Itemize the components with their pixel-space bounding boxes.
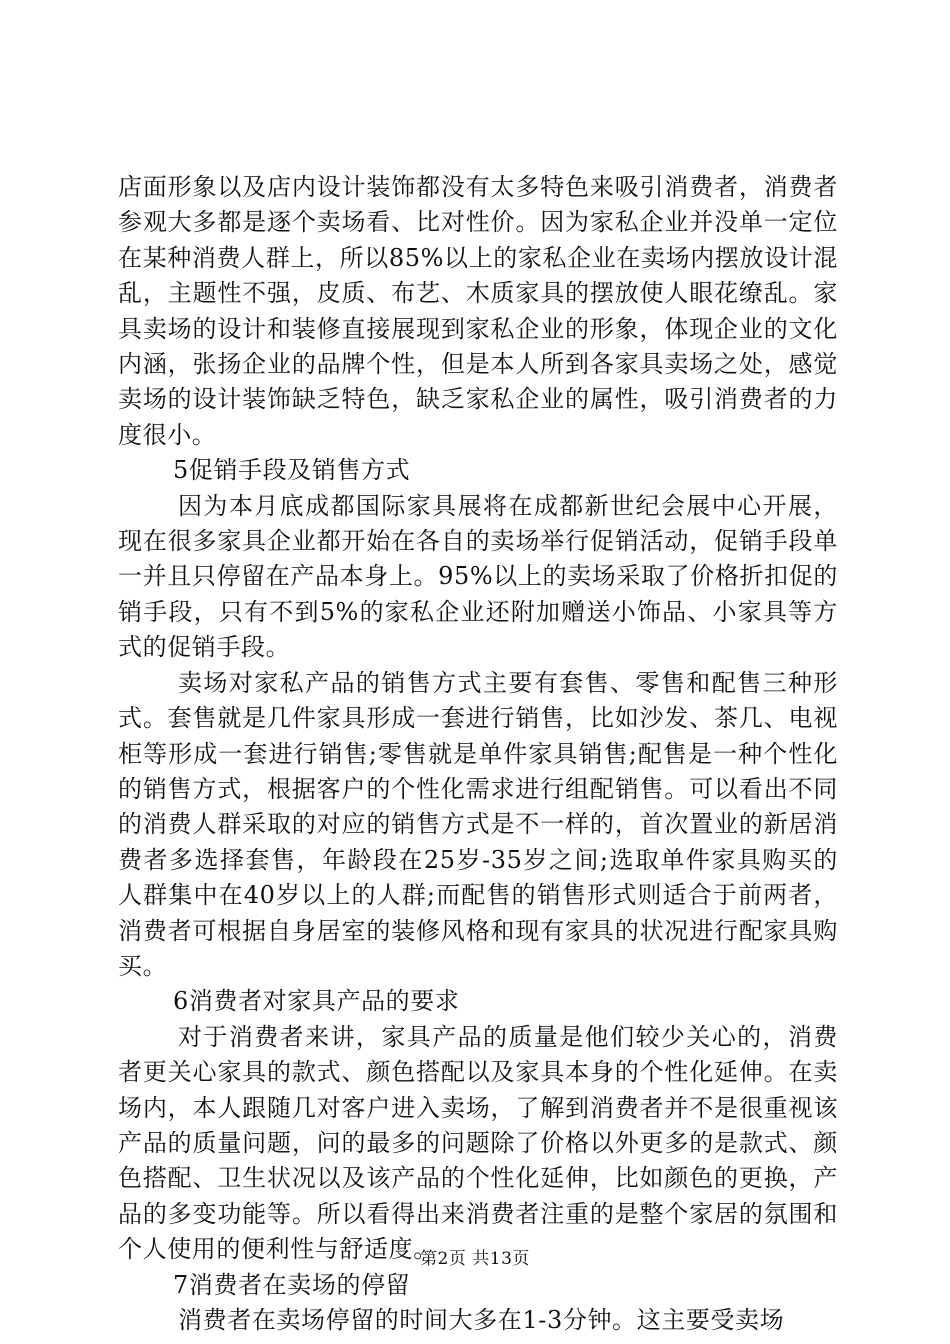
document-body <box>118 170 838 1338</box>
section-heading-consumer-requirements: 6消费者对家具产品的要求 <box>173 987 460 1016</box>
section-heading-consumer-stay: 7消费者在卖场的停留 <box>173 1270 411 1299</box>
page-number-footer: 第2页 共13页 <box>420 1249 530 1269</box>
paragraph-consumer-stay: 消费者在卖场停留的时间大多在1-3分钟。这主要受卖场 <box>178 1306 785 1334</box>
paragraph-store-image: 店面形象以及店内设计装饰都没有太多特色来吸引消费者，消费者参观大多都是逐个卖场看、比对性价。因为家私企业并没单一定位在某种消费人群上，所以85%以上的家私企业在卖场内摆放设计混乱，主题性不强，皮质、布艺、木质家具的摆放使人眼花缭乱。家具卖场的设计和装修直接展现到家私企业的形象，体现企业的文化内涵，张扬企业的品牌个性，但是本人所到各家具卖场之处，感觉卖场的设计装饰缺乏特色，缺乏家私企业的属性，吸引消费者的力度很小。 <box>118 173 838 449</box>
section-heading-promotion: 5促销手段及销售方式 <box>173 456 411 485</box>
paragraph-consumer-requirements: 对于消费者来讲，家具产品的质量是他们较少关心的，消费者更关心家具的款式、颜色搭配以及家具本身的个性化延伸。在卖场内，本人跟随几对客户进入卖场，了解到消费者并不是很重视该产品的质量问题，问的最多的问题除了价格以外更多的是款式、颜色搭配、卫生状况以及该产品的个性化延伸，比如颜色的更换，产品的多变功能等。所以看得出来消费者注重的是整个家居的氛围和个人使用的便利性与舒适度。 <box>118 1022 838 1264</box>
paragraph-sales-methods: 卖场对家私产品的销售方式主要有套售、零售和配售三种形式。套售就是几件家具形成一套进行销售，比如沙发、茶几、电视柜等形成一套进行销售;零售就是单件家具销售;配售是一种个性化的销售方式，根据客户的个性化需求进行组配销售。可以看出不同的消费人群采取的对应的销售方式是不一样的，首次置业的新居消费者多选择套售，年龄段在25岁-35岁之间;选取单件家具购买的人群集中在40岁以上的人群;而配售的销售形式则适合于前两者，消费者可根据自身居室的装修风格和现有家具的状况进行配家具购买。 <box>118 668 838 980</box>
paragraph-promotion: 因为本月底成都国际家具展将在成都新世纪会展中心开展，现在很多家具企业都开始在各自的卖场举行促销活动，促销手段单一并且只停留在产品本身上。95%以上的卖场采取了价格折扣促的销手段，只有不到5%的家私企业还附加赠送小饰品、小家具等方式的促销手段。 <box>118 491 838 662</box>
